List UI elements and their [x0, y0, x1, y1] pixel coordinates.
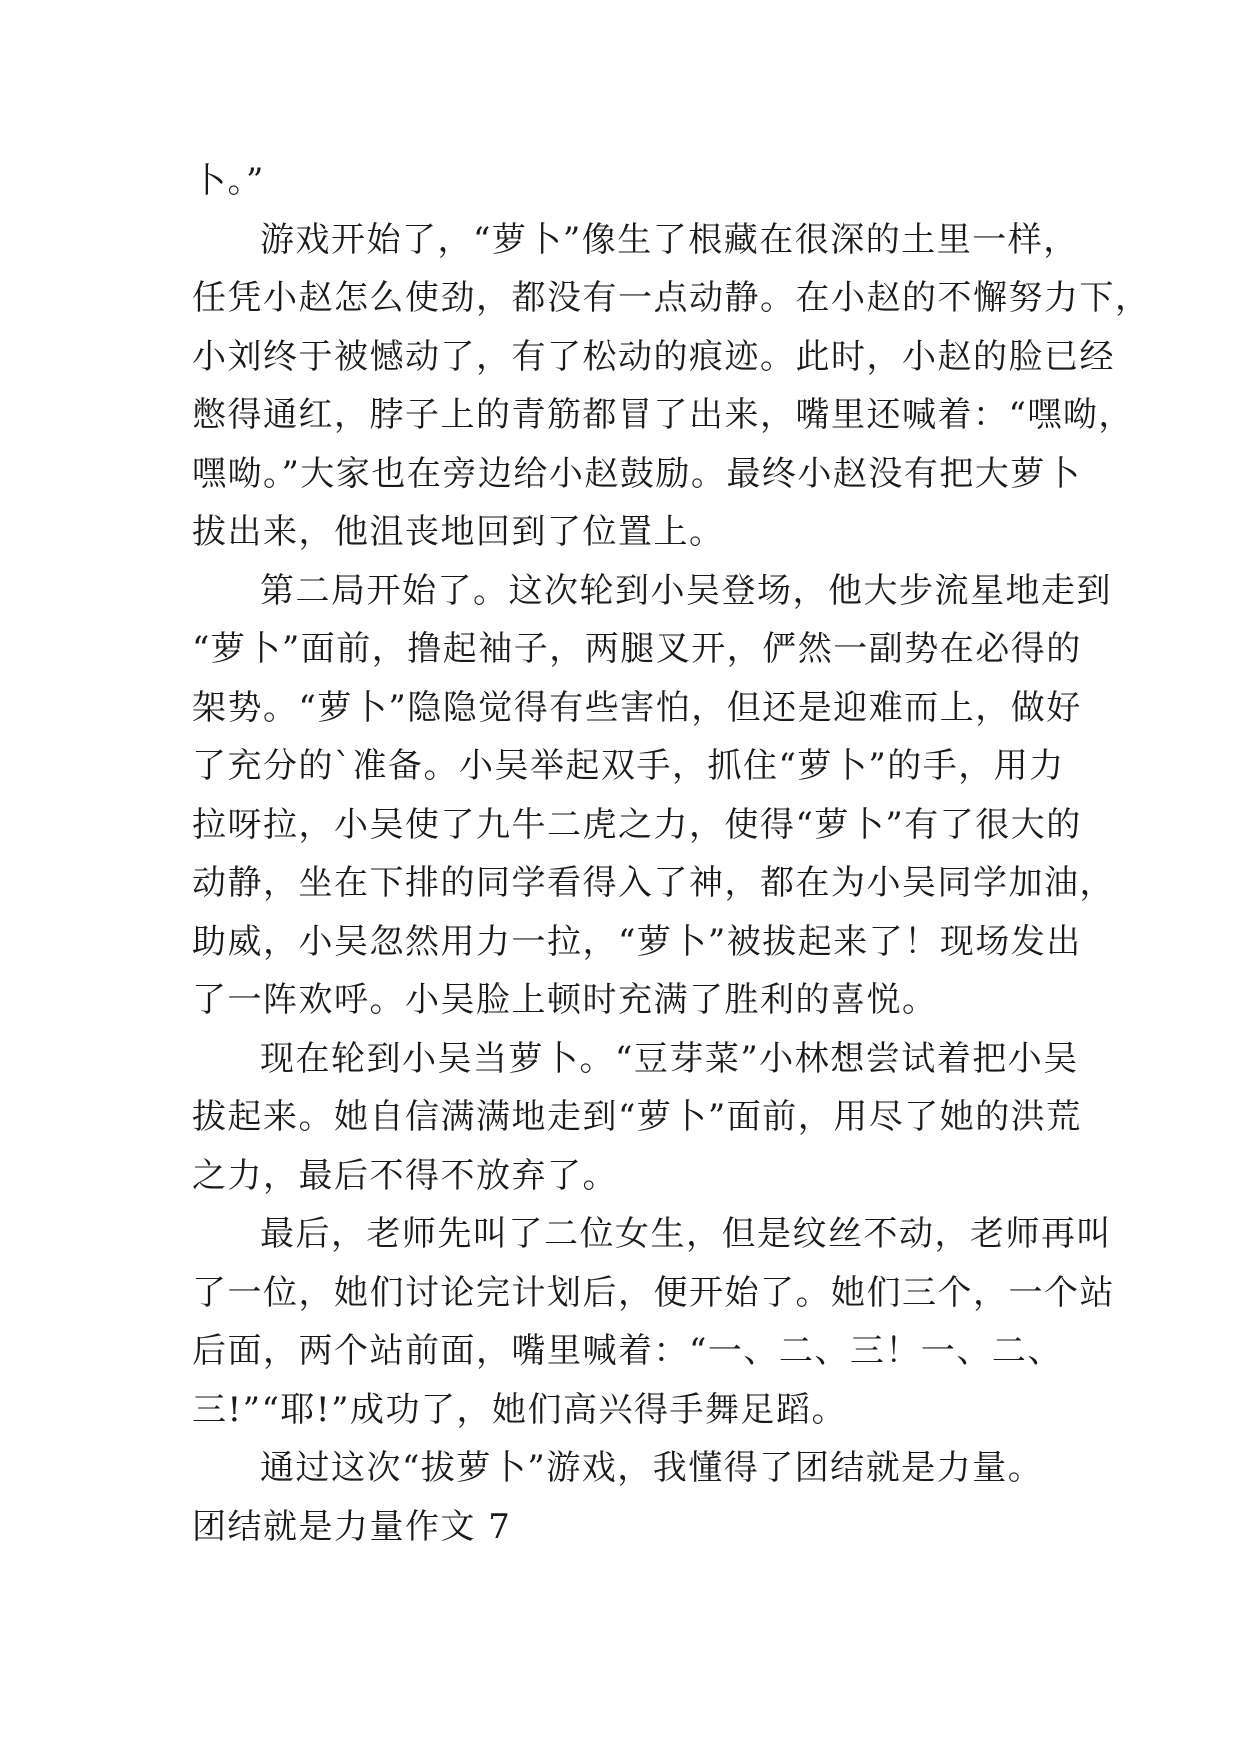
- paragraph-start-line: 通过这次“拔萝卜”游戏，我懂得了团结就是力量。: [260, 1448, 1044, 1488]
- text-line: 拔出来，他沮丧地回到了位置上。: [192, 512, 725, 552]
- text-line: 了充分的`准备。小吴举起双手，抓住“萝卜”的手，用力: [192, 746, 1065, 786]
- text-line: 了一阵欢呼。小吴脸上顿时充满了胜利的喜悦。: [192, 980, 938, 1020]
- paragraph-start-line: 第二局开始了。这次轮到小吴登场，他大步流星地走到: [260, 570, 1112, 611]
- section-heading: 团结就是力量作文 7: [192, 1506, 512, 1547]
- text-line: 三!”“耶!”成功了，她们高兴得手舞足蹈。: [192, 1389, 847, 1430]
- text-line: 嘿呦。”大家也在旁边给小赵鼓励。最终小赵没有把大萝卜: [192, 453, 1082, 494]
- paragraph-start-line: 最后，老师先叫了二位女生，但是纹丝不动，老师再叫: [260, 1214, 1112, 1254]
- text-line: “萝卜”面前，撸起袖子，两腿叉开，俨然一副势在必得的: [192, 629, 1082, 669]
- text-line: 拔起来。她自信满满地走到“萝卜”面前，用尽了她的洪荒: [192, 1097, 1082, 1137]
- paragraph-start-line: 现在轮到小吴当萝卜。“豆芽菜”小林想尝试着把小吴: [260, 1038, 1079, 1079]
- text-line: 憋得通红，脖子上的青筋都冒了出来，嘴里还喊着：“嘿呦，: [192, 395, 1134, 435]
- text-line: 动静，坐在下排的同学看得入了神，都在为小吴同学加油，: [192, 863, 1115, 903]
- paragraph-start-line: 游戏开始了，“萝卜”像生了根藏在很深的土里一样，: [260, 219, 1079, 260]
- text-line: 了一位，她们讨论完计划后，便开始了。她们三个，一个站: [192, 1272, 1115, 1313]
- text-line: 任凭小赵怎么使劲，都没有一点动静。在小赵的不懈努力下，: [192, 278, 1151, 318]
- text-line: 架势。“萝卜”隐隐觉得有些害怕，但还是迎难而上，做好: [192, 687, 1082, 728]
- text-line: 后面，两个站前面，嘴里喊着：“一、二、三！一、二、: [192, 1331, 1063, 1371]
- text-line: 拉呀拉，小吴使了九牛二虎之力，使得“萝卜”有了很大的: [192, 804, 1082, 845]
- essay-body: [192, 152, 1151, 1556]
- text-line: 之力，最后不得不放弃了。: [192, 1155, 618, 1196]
- text-line: 小刘终于被憾动了，有了松动的痕迹。此时，小赵的脸已经: [192, 336, 1115, 377]
- text-line: 卜。”: [192, 161, 265, 201]
- text-line: 助威，小吴忽然用力一拉，“萝卜”被拔起来了！现场发出: [192, 921, 1082, 962]
